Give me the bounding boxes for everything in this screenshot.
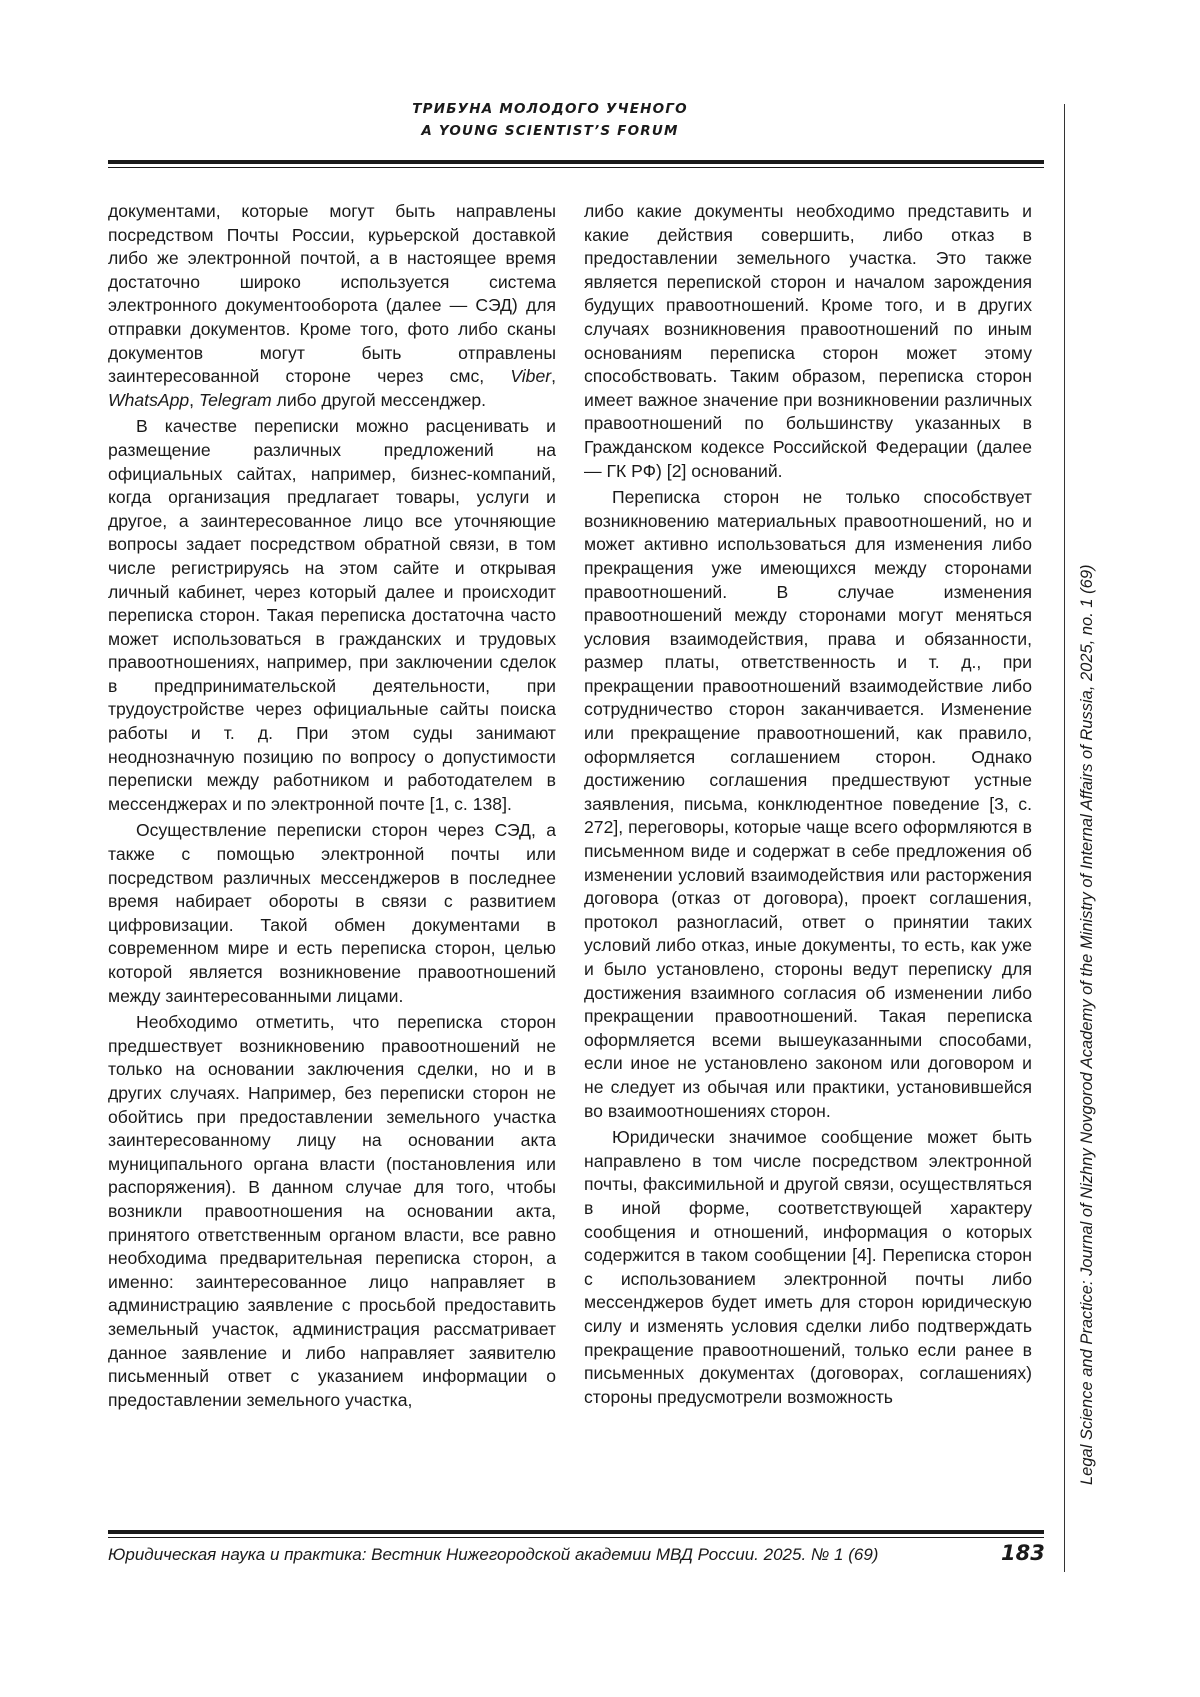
viber-term: Viber — [510, 366, 552, 387]
margin-rule — [1064, 104, 1065, 1572]
whatsapp-term: WhatsApp — [108, 389, 190, 410]
page-number: 183 — [1001, 1541, 1045, 1565]
paragraph: Переписка сторон не только способствует возникновению материальных правоотношений, но и может активно использоваться для изменения либо прекращения уже имеющихся между сторонами правоотношений. В случае изменения правоотношений между сторонами могут меняться условия взаимодействия, права и обязанности, размер платы, ответственность и т. д., при прекращении правоотношений взаимодействие либо сотрудничество сторон заканчивается. Изменение или прекращение правоотношений, как правило, оформляется соглашением сторон. Однако достижению соглашения предшествуют устные заявления, письма, конклюдентное поведение [3, с. 272], переговоры, которые чаще всего оформляются в письменном виде и содержат в себе предложения об изменении условий взаимодействия или расторжения договора (отказ от договора), проект соглашения, протокол разногласий, ответ о принятии таких условий либо отказ, иные документы, то есть, как уже и было установлено, стороны ведут переписку для достижения взаимного согласия об изменении либо прекращении правоотношений. Такая переписка оформляется всеми вышеуказанными способами, если иное не установлено законом или договором и не следует из обычая или практики, установившейся во взаимоотношениях сторон. — [584, 487, 1032, 1121]
section-header-ru: ТРИБУНА МОЛОДОГО УЧЕНОГО — [412, 101, 688, 117]
header-rule — [108, 160, 1044, 164]
section-header-en: A YOUNG SCIENTIST’S FORUM — [421, 123, 679, 139]
header-rule-thin — [108, 167, 1044, 168]
journal-side-title: Legal Science and Practice: Journal of Nizhny Novgorod Academy of the Ministry of Internal Affairs of Russia, 2025, no. 1 (69) — [1078, 564, 1096, 1485]
footer-rule-thin — [108, 1537, 1044, 1538]
paragraph: Необходимо отметить, что переписка сторон предшествует возникновению правоотношений не только на основании заключения сделки, но и в других случаях. Например, без переписки сторон не обойтись при предоставлении земельного участка заинтересованному лицу на основании акта муниципального органа власти (постановления или распоряжения). В данном случае для того, чтобы возникли правоотношения на основании акта, принятого ответственным органом власти, все равно необходима предварительная переписка сторон, а именно: заинтересованное лицо направляет в администрацию заявление с просьбой предоставить земельный участок, администрация рассматривает данное заявление и либо направляет заявителю письменный ответ с указанием информации о предоставлении земельного участка, — [108, 1012, 556, 1410]
left-column — [108, 200, 556, 1550]
journal-footer: Юридическая наука и практика: Вестник Нижегородской академии МВД России. 2025. № 1 (69) — [108, 1545, 879, 1564]
telegram-term: Telegram — [198, 389, 272, 410]
paragraph: В качестве переписки можно расценивать и размещение различных предложений на официальных сайтах, например, бизнес-компаний, когда организация предлагает товары, услуги и другое, а заинтересованное лицо все уточняющие вопросы задает посредством обратной связи, в том числе регистрируясь на этом сайте и открывая личный кабинет, через который далее и происходит переписка сторон. Такая переписка достаточна часто может использоваться в гражданских и трудовых правоотношениях, например, при заключении сделок в предпринимательской деятельности, при трудоустройстве через официальные сайты поиска работы и т. д. При этом суды занимают неоднозначную позицию по вопросу о допустимости переписки между работником и работодателем в мессенджерах и по электронной почте [1, с. 138]. — [108, 416, 556, 814]
right-column — [584, 200, 1032, 1550]
section-header — [400, 98, 700, 142]
paragraph: Осуществление переписки сторон через СЭД, а также с помощью электронной почты или посредством различных мессенджеров в последнее время набирает обороты в связи с развитием цифровизации. Такой обмен документами в современном мире и есть переписка сторон, целью которой является возникновение правоотношений между заинтересованными лицами. — [108, 820, 556, 1006]
paragraph: либо какие документы необходимо представить и какие действия совершить, либо отказ в предоставлении земельного участка. Это также является перепиской сторон и началом зарождения будущих правоотношений. Кроме того, и в других случаях возникновения правоотношений по иным основаниям переписка сторон может этому способствовать. Таким образом, переписка сторон имеет важное значение при возникновении различных правоотношений по большинству указанных в Гражданском кодексе Российской Федерации (далее — ГК РФ) [2] оснований. — [584, 201, 1032, 481]
footer-rule — [108, 1530, 1044, 1534]
paragraph: Юридически значимое сообщение может быть направлено в том числе посредством электронной почты, факсимильной и другой связи, осуществляться в иной форме, соответствующей характеру сообщения и отношений, информация о которых содержится в таком сообщении [4]. Переписка сторон с использованием электронной почты либо мессенджеров будет иметь для сторон юридическую силу и изменять условия сделки либо подтверждать прекращение правоотношений, только если ранее в письменных документах (договорах, соглашениях) стороны предусмотрели возможность — [584, 1127, 1032, 1407]
paragraph: документами, которые могут быть направлены посредством Почты России, курьерской доставкой либо же электронной почтой, а в настоящее время достаточно широко используется система электронного документооборота (далее — СЭД) для отправки документов. Кроме того, фото либо сканы документов могут быть отправлены заинтересованной стороне через смс, Viber, WhatsApp, Telegram либо другой мессенджер. — [108, 201, 556, 410]
